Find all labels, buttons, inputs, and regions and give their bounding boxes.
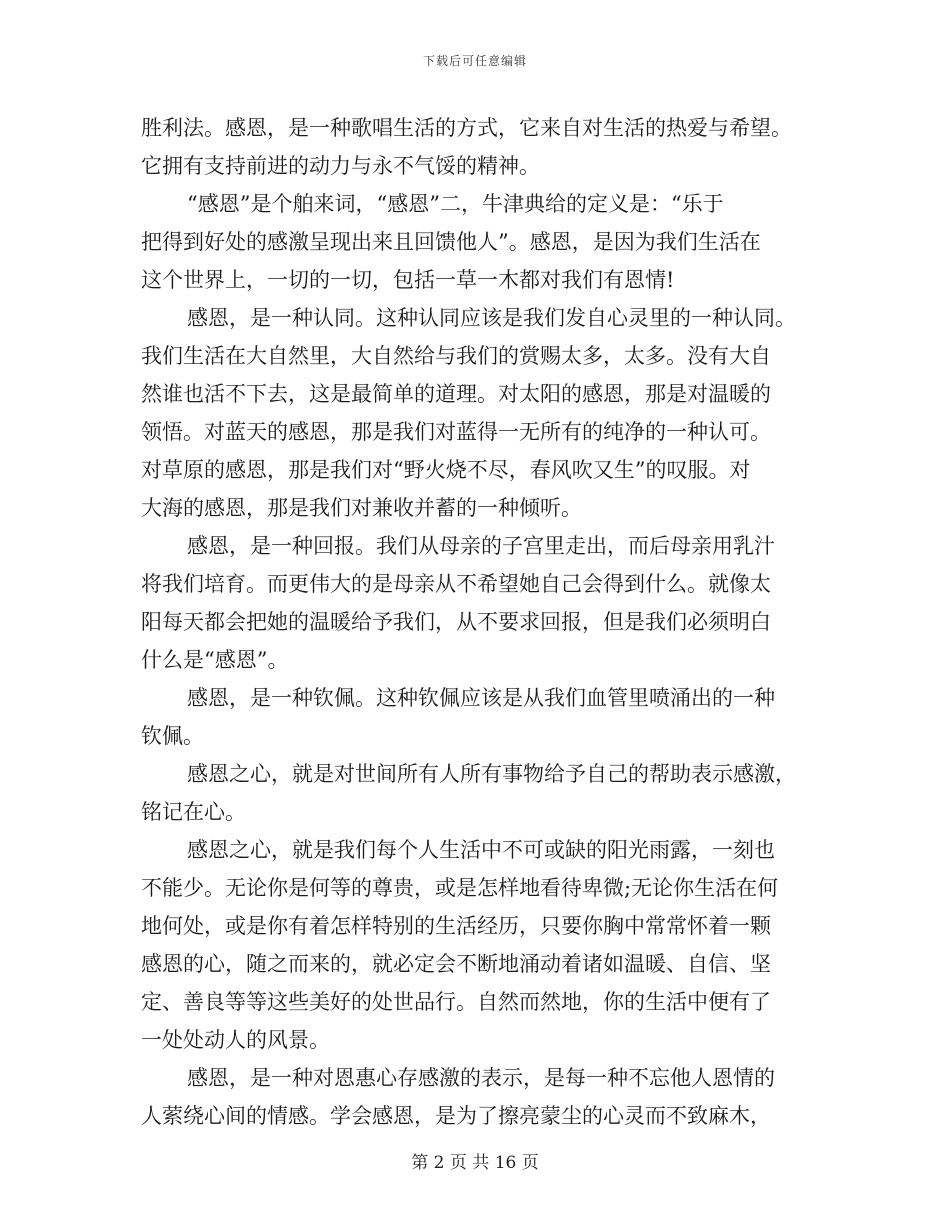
text-line: 感恩之心，就是我们每个人生活中不可或缺的阳光雨露，一刻也 bbox=[187, 838, 775, 862]
page-number-footer: 第 2 页 共 16 页 bbox=[411, 1153, 539, 1173]
text-line: 铭记在心。 bbox=[141, 800, 246, 824]
text-line: 感恩，是一种对恩惠心存感激的表示，是每一种不忘他人恩情的 bbox=[187, 1066, 775, 1090]
text-line: 胜利法。感恩，是一种歌唱生活的方式，它来自对生活的热爱与希望。 bbox=[141, 116, 792, 140]
text-line: 一处处动人的风景。 bbox=[141, 1028, 330, 1052]
text-line: 定、善良等等这些美好的处世品行。自然而然地，你的生活中便有了 bbox=[141, 990, 771, 1014]
text-line: 人萦绕心间的情感。学会感恩，是为了擦亮蒙尘的心灵而不致麻木， bbox=[141, 1104, 771, 1128]
text-line: 地何处，或是你有着怎样特别的生活经历，只要你胸中常常怀着一颗 bbox=[141, 914, 771, 938]
text-line: 感恩，是一种回报。我们从母亲的子宫里走出，而后母亲用乳汁 bbox=[187, 534, 775, 558]
text-line: 然谁也活不下去，这是最简单的道理。对太阳的感恩，那是对温暖的 bbox=[141, 382, 771, 406]
text-line: 感恩之心，就是对世间所有人所有事物给予自己的帮助表示感激， bbox=[187, 762, 796, 786]
text-line: 不能少。无论你是何等的尊贵，或是怎样地看待卑微;无论你生活在何 bbox=[141, 876, 779, 900]
page-header: 下载后可任意编辑 bbox=[422, 54, 527, 68]
text-line: 阳每天都会把她的温暖给予我们，从不要求回报，但是我们必须明白 bbox=[141, 610, 771, 634]
text-line: 感恩，是一种认同。这种认同应该是我们发自心灵里的一种认同。 bbox=[187, 306, 796, 330]
text-line: 感恩，是一种钦佩。这种钦佩应该是从我们血管里喷涌出的一种 bbox=[187, 686, 775, 710]
text-line: 什么是“感恩”。 bbox=[141, 648, 289, 672]
text-line: 对草原的感恩，那是我们对“野火烧不尽，春风吹又生”的叹服。对 bbox=[141, 458, 751, 482]
text-line: 我们生活在大自然里，大自然给与我们的赏赐太多，太多。没有大自 bbox=[141, 344, 771, 368]
text-line: 领悟。对蓝天的感恩，那是我们对蓝得一无所有的纯净的一种认可。 bbox=[141, 420, 771, 444]
text-line: 将我们培育。而更伟大的是母亲从不希望她自己会得到什么。就像太 bbox=[141, 572, 771, 596]
text-line: 这个世界上，一切的一切，包括一草一木都对我们有恩情! bbox=[141, 268, 675, 292]
document-body bbox=[141, 109, 809, 1135]
text-line: 把得到好处的感激呈现出来且回馈他人”。感恩，是因为我们生活在 bbox=[141, 230, 761, 254]
text-line: 钦佩。 bbox=[141, 724, 204, 748]
text-line: 感恩的心，随之而来的，就必定会不断地涌动着诸如温暖、自信、坚 bbox=[141, 952, 771, 976]
text-line: 大海的感恩，那是我们对兼收并蓄的一种倾听。 bbox=[141, 496, 582, 520]
text-line: 它拥有支持前进的动力与永不气馁的精神。 bbox=[141, 154, 540, 178]
text-line: “感恩”是个舶来词，“感恩”二，牛津典给的定义是：“乐于 bbox=[187, 192, 724, 216]
